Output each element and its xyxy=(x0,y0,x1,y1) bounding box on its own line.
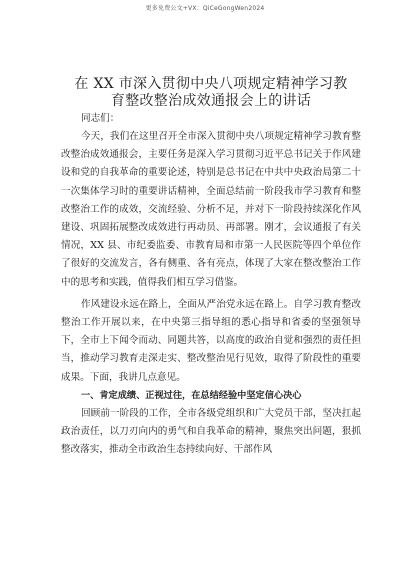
section-heading-1: 一、肯定成绩、正视过往，在总结经验中坚定信心决心 xyxy=(81,389,302,401)
watermark-text: 更多免费公文+VX：QiCeGongWen2024 xyxy=(145,5,265,12)
title-line-2: 育整改整治成效通报会上的讲话 xyxy=(110,93,312,109)
title-line-1: 在 XX 市深入贯彻中央八项规定精神学习教 xyxy=(74,76,348,92)
speech-title xyxy=(61,76,361,110)
paragraph-3: 回顾前一阶段的工作，全市各级党组织和广大党员干部，坚决扛起政治责任，以刀刃向内的勇气和自我革命的精神，聚焦突出问题，狠抓整改落实，推动全市政治生态持续向好、干部作风 xyxy=(61,407,361,456)
salutation: 同志们： xyxy=(81,113,120,124)
paragraph-2: 作风建设永远在路上，全面从严治党永远在路上。自学习教育整改整治工作开展以来，在中央第三指导组的悉心指导和省委的坚强领导下，全市上下闻令而动、同题共答，以高度的政治自觉和强烈的责任担当，推动学习教育走深走实、整改整治见行见效，取得了阶段性的重要成果。下面，我讲几点意见。 xyxy=(61,298,361,383)
paragraph-1: 今天，我们在这里召开全市深入贯彻中央八项规定精神学习教育整改整治成效通报会，主要任务是深入学习贯彻习近平总书记关于作风建设和党的自我革命的重要论述，特别是总书记在中共中央政治局第二十一次集体学习时的重要讲话精神，全面总结前一阶段我市学习教育和整改整治工作的成效，交流经验、分析不足，并对下一阶段持续深化作风建设、巩固拓展整改成效进行再动员、再部署。刚才，会议通报了有关情况，XX 县、市纪委监委、市教育局和市第一人民医院等四个单位作了很好的交流发言，各有侧重、各有亮点，体现了大家在整改整治工作中的思考和实践，值得我们相互学习借鉴。 xyxy=(61,131,361,288)
document-body xyxy=(61,76,361,459)
